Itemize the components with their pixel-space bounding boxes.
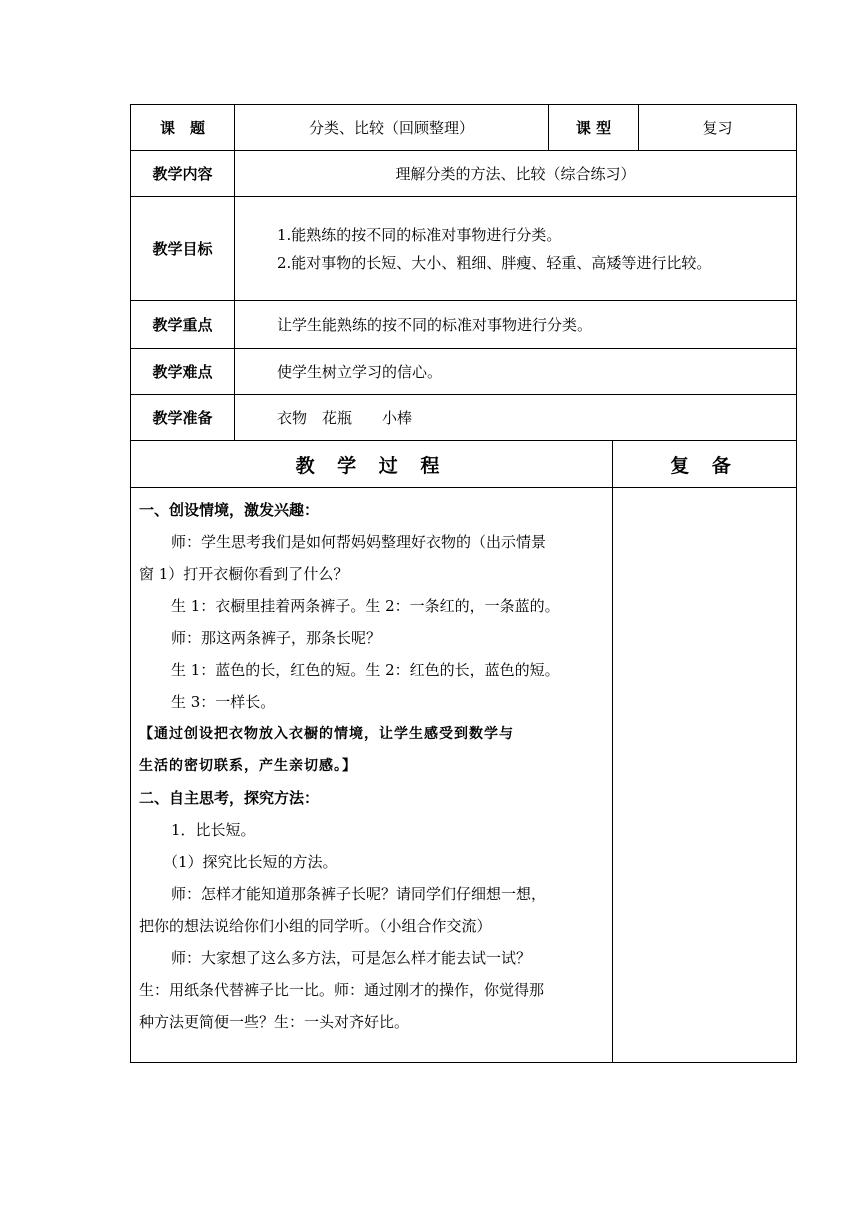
process-body-row [131,488,797,1063]
process-title: 教 学 过 程 [131,441,613,488]
paragraph-line: 师：怎样才能知道那条裤子长呢？请同学们仔细想一想， [171,885,547,903]
difficulty-value: 使学生树立学习的信心。 [235,349,797,395]
paragraph-line: 窗 1）打开衣橱你看到了什么？ [139,565,349,583]
paragraph-line: 生 1：蓝色的长，红色的短。生 2：红色的长，蓝色的短。 [171,661,560,679]
goals-label: 教学目标 [131,197,235,301]
preparation-value: 衣物 花瓶 小棒 [235,395,797,441]
key-point-value: 让学生能熟练的按不同的标准对事物进行分类。 [235,301,797,349]
paragraph-line: 把你的想法说给你们小组的同学听。（小组合作交流） [139,917,492,935]
key-point-label: 教学重点 [131,301,235,349]
goals-row [131,197,797,301]
process-content [131,488,613,1063]
difficulty-label: 教学难点 [131,349,235,395]
review-notes-cell [613,488,797,1063]
topic-label: 课 题 [131,105,235,151]
review-title: 复 备 [613,441,797,488]
paragraph-line: 师：大家想了这么多方法，可是怎么样才能去试一试？ [171,949,532,967]
lesson-info-table [130,104,797,441]
type-label: 课 型 [549,105,639,151]
difficulty-row [131,349,797,395]
goal-line-2: 2.能对事物的长短、大小、粗细、胖瘦、轻重、高矮等进行比较。 [277,253,712,272]
paragraph-line: 生 3：一样长。 [171,693,276,711]
paragraph-line: 师：那这两条裤子，那条长呢？ [171,629,382,647]
design-note: 生活的密切联系，产生亲切感。】 [139,758,357,774]
goal-line-1: 1.能熟练的按不同的标准对事物进行分类。 [277,225,562,244]
section-1-heading: 一、创设情境，激发兴趣： [139,501,320,519]
paragraph-line: （1）探究比长短的方法。 [163,853,338,871]
section-2-heading: 二、自主思考，探究方法： [139,789,320,807]
paragraph-line: 生 1：衣橱里挂着两条裤子。生 2：一条红的，一条蓝的。 [171,597,560,615]
process-header-row [131,441,797,488]
paragraph-line: 生：用纸条代替裤子比一比。师：通过刚才的操作，你觉得那 [139,981,545,999]
design-note: 【通过创设把衣物放入衣橱的情境，让学生感受到数学与 [139,726,514,742]
content-label: 教学内容 [131,151,235,197]
paragraph-line: 师：学生思考我们是如何帮妈妈整理好衣物的（出示情景 [171,533,547,551]
content-row [131,151,797,197]
preparation-row [131,395,797,441]
content-value: 理解分类的方法、比较（综合练习） [235,151,797,197]
preparation-label: 教学准备 [131,395,235,441]
goals-value [235,197,797,301]
key-point-row [131,301,797,349]
topic-value: 分类、比较（回顾整理） [235,105,549,151]
topic-row [131,105,797,151]
paragraph-line: 种方法更简便一些？生：一头对齐好比。 [139,1013,410,1031]
teaching-process-table [130,440,797,1063]
paragraph-line: 1．比长短。 [171,821,256,839]
type-value: 复习 [639,105,797,151]
